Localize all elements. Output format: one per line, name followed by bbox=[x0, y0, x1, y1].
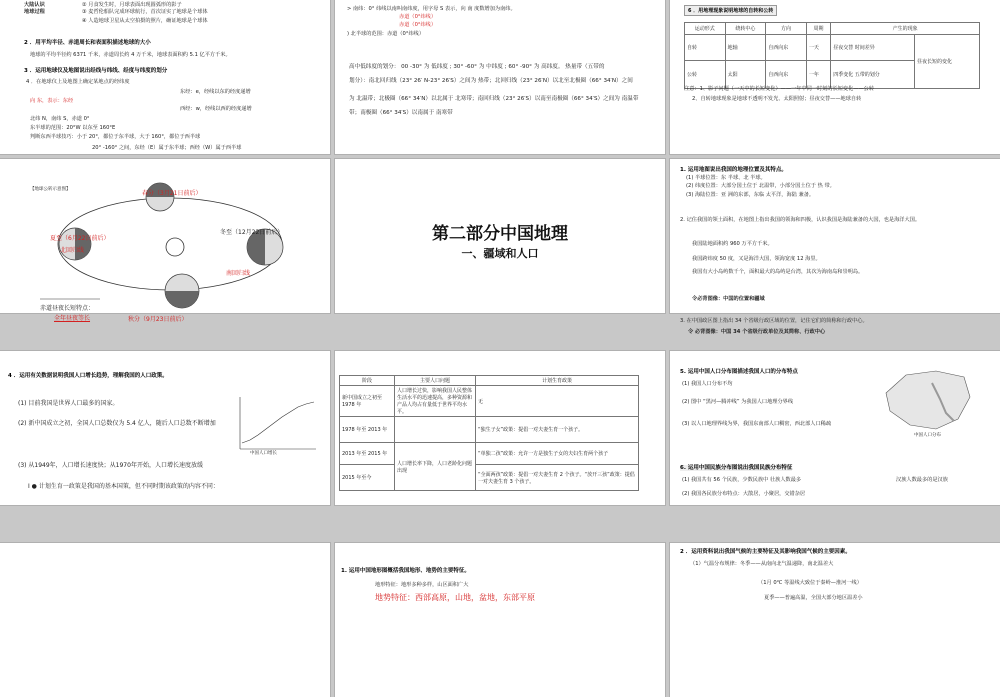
table-cell: “单独二孩”政策：允许一方是独生子女的夫妇生育两个孩子 bbox=[476, 443, 639, 465]
text-line: 东半球的范围：20°W 以东至 160°E bbox=[30, 125, 116, 131]
text-line: 地形特征：地形多种多样，山区面积广大 bbox=[375, 582, 469, 588]
table-header: 方向 bbox=[766, 23, 807, 35]
section-heading: 1. 运用地图说出我国的地理位置及其特点。 bbox=[680, 167, 787, 173]
table-cell bbox=[395, 417, 476, 443]
text-line: 赤道（0°纬线） bbox=[399, 22, 437, 28]
section-heading: 6 ．用地理现象说明地球的自转和公转 bbox=[684, 5, 777, 16]
table-cell: 1978 年至 2013 年 bbox=[340, 417, 395, 443]
slide-subtitle: 一、疆域和人口 bbox=[461, 247, 539, 260]
section-heading: 5. 运用中国人口分布图描述我国人口的分布特点 bbox=[680, 369, 798, 375]
table-cell: 一年 bbox=[806, 61, 830, 89]
table-cell: 昼夜交替 时间差异 bbox=[831, 35, 915, 61]
table-header: 产生的现象 bbox=[831, 23, 980, 35]
text-line: 东经：e，经线以东的经度递增 bbox=[180, 89, 251, 95]
text-line: （1月 0℃ 等温线大致位于秦岭—淮河一线） bbox=[758, 580, 862, 586]
table-cell: 人口增长率下降，人口老龄化问题出现 bbox=[395, 443, 476, 491]
table-header: 运动形式 bbox=[685, 23, 726, 35]
table-cell: 人口增长过快，影响我国人民整体生活水平的迅速提高，多种资源和产品人均占有量低于世界平均水平。 bbox=[395, 386, 476, 417]
slide-thumbnail-9[interactable] bbox=[670, 351, 1000, 505]
text-line: 2、自转地球现象是地球不透明不发光、太阳照射；昼夜交替——地球自转 bbox=[692, 96, 862, 102]
table-cell: 一天 bbox=[806, 35, 830, 61]
slide-thumbnail-7[interactable] bbox=[0, 351, 330, 505]
table-header: 阶段 bbox=[340, 376, 395, 386]
text-line: ③ 麦哲伦船队完成环球航行，首次证实了地球是个球体 bbox=[82, 9, 208, 15]
text-line: (3) 从1949年，人口增长速度快；从1970年开始，人口增长速度放缓 bbox=[18, 462, 203, 469]
chart-caption: 中国人口增长 bbox=[250, 451, 277, 456]
section-heading: 2 ．运用资料说出我国气候的主要特征及其影响我国气候的主要因素。 bbox=[680, 549, 851, 555]
table-cell: 自西向东 bbox=[766, 61, 807, 89]
table-cell: 自西向东 bbox=[766, 35, 807, 61]
text-line: (2) 新中国成立之初，全国人口总数仅为 5.4 亿人，随后人口总数不断增加 bbox=[18, 420, 216, 427]
text-line: (1) 我国共有 56 个民族，少数民族中 壮族人数最多 bbox=[682, 477, 802, 483]
table-cell: 地轴 bbox=[725, 35, 766, 61]
text-line: 地球过程 bbox=[24, 9, 45, 15]
text-line: (1) 我国人口分布不均 bbox=[682, 381, 733, 387]
text-line: 我国有大小岛屿数千个，面积最大的岛屿是台湾，其次为海南岛和崇明岛。 bbox=[692, 269, 864, 275]
table-cell: 2013 年至 2015 年 bbox=[340, 443, 395, 465]
table-cell: 2015 年至今 bbox=[340, 465, 395, 491]
diagram-label: 赤道昼夜长短特点： bbox=[40, 305, 95, 312]
text-line: (1) 目前我国是世界人口最多的国家。 bbox=[18, 400, 119, 407]
table-cell: 太阳 bbox=[725, 61, 766, 89]
diagram-label: 北回归线 bbox=[60, 247, 85, 254]
table-cell: 四季变化 五带的划分 bbox=[831, 61, 915, 89]
text-line: 3. 在中国政区图上指出 34 个省级行政区域的位置，记住它们的简称和行政中心。 bbox=[680, 318, 868, 324]
text-line: 大陆认识 bbox=[24, 2, 45, 8]
table-cell: 公转 bbox=[685, 61, 726, 89]
motion-table bbox=[684, 22, 980, 89]
text-line: 判断东西半球技巧：小于 20°，都位于东半球，大于 160°，都位于西半球 bbox=[30, 134, 201, 140]
text-line: 带；南极圈（66° 34′S）以南属于 南寒带 bbox=[349, 110, 453, 116]
map-outline bbox=[886, 371, 970, 429]
text-line: 为 北温带；北极圈（66° 34′N）以北属于 北寒带；南回归线（23° 26′S）以南至南极圈（66° 34′S）之间为 南温带 bbox=[349, 96, 639, 102]
slide-thumbnail-11[interactable] bbox=[335, 543, 665, 697]
text-line: 地球的平均半径约 6371 千米，赤道周长约 4 万千米，地球表面积约 5.1 亿平方千米。 bbox=[30, 52, 231, 58]
text-line: （1）气温分布规律：冬季——从南向北气温递降，南北温差大 bbox=[690, 561, 834, 567]
population-chart bbox=[230, 393, 320, 457]
slide-thumbnail-2[interactable] bbox=[335, 0, 665, 154]
diagram-caption: 【地球公转示意图】 bbox=[30, 187, 71, 192]
text-line: (3) 以人口地理界线为界，我国东南部人口稠密，西北部人口稀疏 bbox=[682, 421, 832, 427]
slide-thumbnail-12[interactable] bbox=[670, 543, 1000, 697]
table-cell: “独生子女”政策：提倡一对夫妻生育一个孩子。 bbox=[476, 417, 639, 443]
table-cell: 昼夜长短的变化 bbox=[914, 35, 979, 89]
section-heading: 4 ．运用有关数据说明我国人口增长趋势，理解我国的人口政策。 bbox=[8, 373, 168, 379]
section-heading: 3 ．运用地球仪及地图说出经线与纬线、经度与纬度的划分 bbox=[24, 68, 168, 74]
text-line: (2) 我国各民族分布特点：大散居，小聚居，交错杂居 bbox=[682, 491, 806, 497]
text-line: 夏季——普遍高温，全国大部分地区温差小 bbox=[764, 595, 863, 601]
table-header: 计划生育政策 bbox=[476, 376, 639, 386]
table-header: 绕转中心 bbox=[725, 23, 766, 35]
slide-thumbnail-5[interactable] bbox=[335, 159, 665, 313]
text-line: ② 月食发生时，月球表面出现圆弧形的影子 bbox=[82, 2, 182, 8]
slide-thumbnail-6[interactable] bbox=[670, 159, 1000, 335]
slide-thumbnail-1[interactable] bbox=[0, 0, 330, 154]
diagram-label: 春分（3月21日前后） bbox=[142, 190, 202, 197]
text-line: (3) 海陆位置：亚 洲的东部，东临 太平洋，海陆 兼备。 bbox=[686, 192, 815, 198]
policy-table bbox=[339, 375, 639, 491]
sun-icon bbox=[166, 238, 184, 256]
slide-thumbnail-10[interactable] bbox=[0, 543, 330, 697]
diagram-label: 南回归线 bbox=[226, 270, 251, 277]
diagram-label: 冬至（12月22日前后） bbox=[220, 229, 284, 236]
diagram-label: 全年昼夜等长 bbox=[54, 315, 91, 322]
text-line: I ● 计划生育一政策是我国的基本国策，但不同时期该政策的内容不同： bbox=[28, 483, 219, 490]
table-cell: 自转 bbox=[685, 35, 726, 61]
text-line: 我国陆地面积约 960 万平方千米。 bbox=[692, 241, 773, 247]
slide-thumbnail-4[interactable] bbox=[0, 159, 330, 323]
earth-shade bbox=[75, 228, 91, 260]
text-line: 赤道（0°纬线） bbox=[399, 14, 437, 20]
text-line: 地势特征：西部高原，山地，盆地，东部平原 bbox=[375, 593, 535, 602]
text-line: 向 东，表示：东经 bbox=[30, 98, 74, 104]
table-header: 周期 bbox=[806, 23, 830, 35]
text-line: 令 必背图像：中国 34 个省级行政单位及其简称、行政中心 bbox=[688, 329, 826, 335]
table-cell: “全面两孩”政策：提倡一对夫妻生育 2 个孩子。“放开三孩”政策：提倡一对夫妻生育 3 个孩子。 bbox=[476, 465, 639, 491]
text-line: 我国跨纬度 50 度，又是海洋大国，领海宽度 12 海里。 bbox=[692, 256, 821, 262]
text-line: 北纬 N，南纬 S，赤道 0° bbox=[30, 116, 90, 122]
diagram-label: 夏至（6月22日前后） bbox=[50, 235, 110, 242]
text-line: (1) 半球位置：东 半球、北 半球。 bbox=[686, 175, 766, 181]
text-line: 西经：w，经线以西的经度递增 bbox=[180, 106, 252, 112]
text-line: ④ 人造地球卫星从太空拍摄的照片，确证地球是个球体 bbox=[82, 18, 208, 24]
population-line bbox=[242, 402, 314, 443]
text-line: ) 北半球的范围：赤道（0°纬线） bbox=[347, 31, 425, 37]
section-heading: 1. 运用中国地形图概括我国地形、地势的主要特征。 bbox=[341, 568, 470, 574]
text-line: (2) 图中 “黑河—腾冲线” 为我国人口地理分界线 bbox=[682, 399, 794, 405]
slide-thumbnail-8[interactable] bbox=[335, 351, 665, 505]
table-cell: 无 bbox=[476, 386, 639, 417]
china-map bbox=[876, 363, 976, 435]
text-line: 高中低纬度的划分： 00 -30° 为 低纬度 ; 30° -60° 为 中纬度 ; 60° -90° 为 高纬度。 热量带（五带的 bbox=[349, 64, 605, 70]
text-line: (2) 纬度位置：大部分国土位于 北温带，小部分国土位于 热 带。 bbox=[686, 183, 835, 189]
map-caption: 中国人口分布 bbox=[914, 433, 941, 438]
earth-shade bbox=[165, 291, 199, 308]
text-line: 4 ．在地球仪上及地图上确定某地点的经纬度 bbox=[26, 79, 130, 85]
slide-thumbnail-3[interactable] bbox=[670, 0, 1000, 154]
section-heading: 2 ．用平均半径、赤道周长和表面积描述地球的大小 bbox=[24, 40, 151, 46]
diagram-label: 秋分（9月23日前后） bbox=[128, 316, 188, 323]
table-header: 主要人口问题 bbox=[395, 376, 476, 386]
section-heading: 6. 运用中国民族分布图说出我国民族分布特征 bbox=[680, 465, 793, 471]
text-line: 注意：1、影子问题（一天中的长短变化）——一年中同一时刻的长短变化——公转 bbox=[684, 86, 875, 92]
text-line: 20° -160° 之间，东经（E）属于东半球；西经（W）属于西半球 bbox=[92, 145, 242, 151]
text-line: 汉族人数最多的是汉族 bbox=[896, 477, 948, 483]
text-line: 2. 记住我国的领土面积，在地图上指出我国的领海和四极，认识我国是海陆兼备的大国，也是海洋大国。 bbox=[680, 217, 921, 223]
text-line: 划分）：南北回归线（23° 26′ N-23° 26′S）之间为 热带；北回归线（23° 26′N）以北至北极圈（66° 34′N）之间 bbox=[349, 78, 633, 84]
text-line: 令必背图像：中国的位置和疆域 bbox=[692, 296, 765, 302]
slide-title: 第二部分中国地理 bbox=[432, 224, 568, 244]
table-cell: 新中国成立之初至 1978 年 bbox=[340, 386, 395, 417]
text-line: > 南纬：0° 纬线以南叫南纬度，用字母 S 表示，向 南 度数增加为南纬。 bbox=[347, 6, 516, 12]
